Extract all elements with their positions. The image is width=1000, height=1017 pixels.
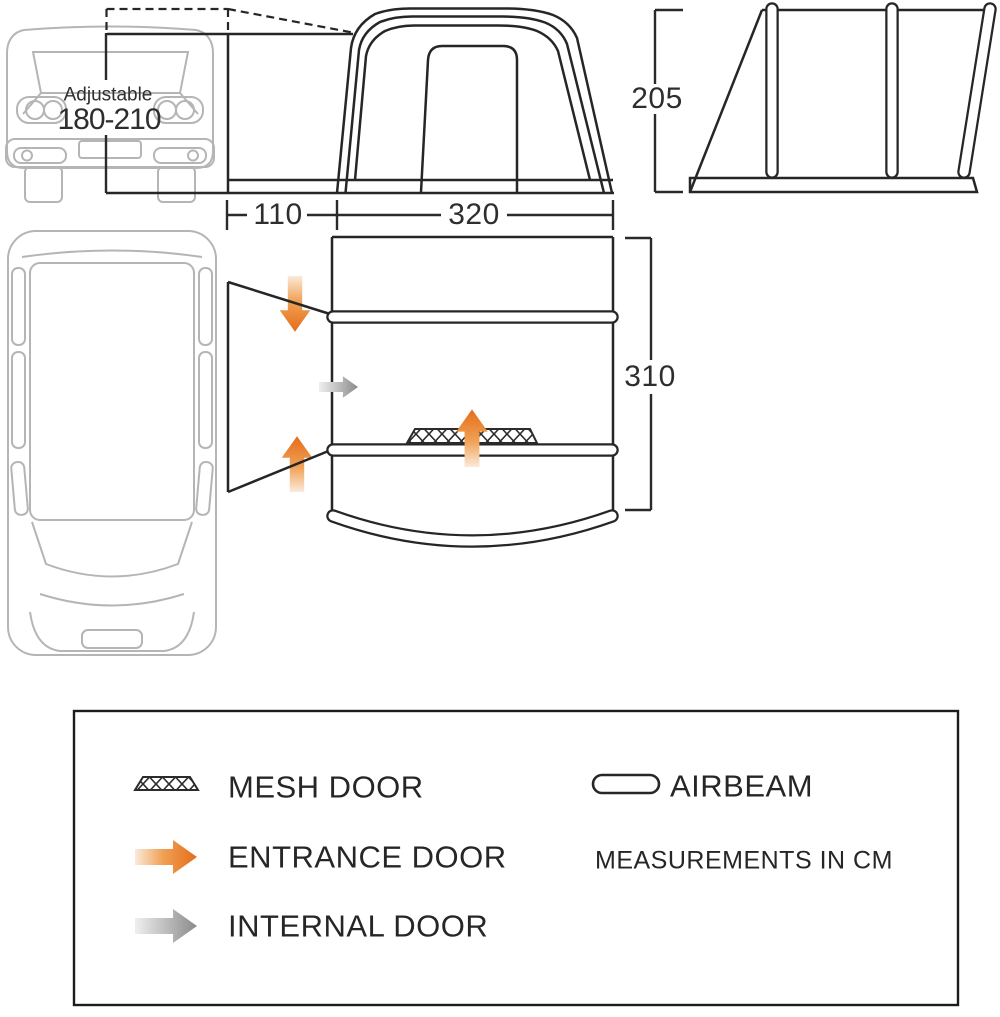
legend-entrance-door-label: ENTRANCE DOOR <box>228 839 507 875</box>
adjustable-label: Adjustable <box>63 84 153 106</box>
van-top-view <box>8 231 216 655</box>
internal-door-arrow <box>319 376 358 397</box>
side-skirt <box>690 178 977 192</box>
connection-dashed-lines <box>107 9 356 34</box>
awning-side-view <box>655 9 990 192</box>
dimension-awning-height: 205 <box>631 82 683 115</box>
tunnel-funnel <box>228 282 331 492</box>
dimension-tunnel-width: 110 <box>253 198 303 231</box>
legend-airbeam-label: AIRBEAM <box>670 768 814 804</box>
mesh-door-swatch-icon <box>135 777 198 790</box>
airbeam-plan-front-curved <box>333 516 612 541</box>
awning-front-door <box>421 46 517 192</box>
floorplan-outline <box>332 237 613 514</box>
airbeam-side-rear <box>964 9 990 172</box>
awning-middle-arch <box>346 17 605 194</box>
legend-measurements-note: MEASUREMENTS IN CM <box>595 846 893 875</box>
adjustable-range-value: 180-210 <box>57 103 161 136</box>
legend-internal-door-label: INTERNAL DOOR <box>228 908 489 944</box>
awning-inner-arch <box>355 26 590 181</box>
legend-mesh-door-label: MESH DOOR <box>228 769 424 805</box>
airbeam-capsule-icon <box>593 775 659 793</box>
awning-floorplan <box>228 237 651 541</box>
dimension-awning-depth: 310 <box>624 360 676 393</box>
dimension-awning-width: 320 <box>448 198 500 231</box>
